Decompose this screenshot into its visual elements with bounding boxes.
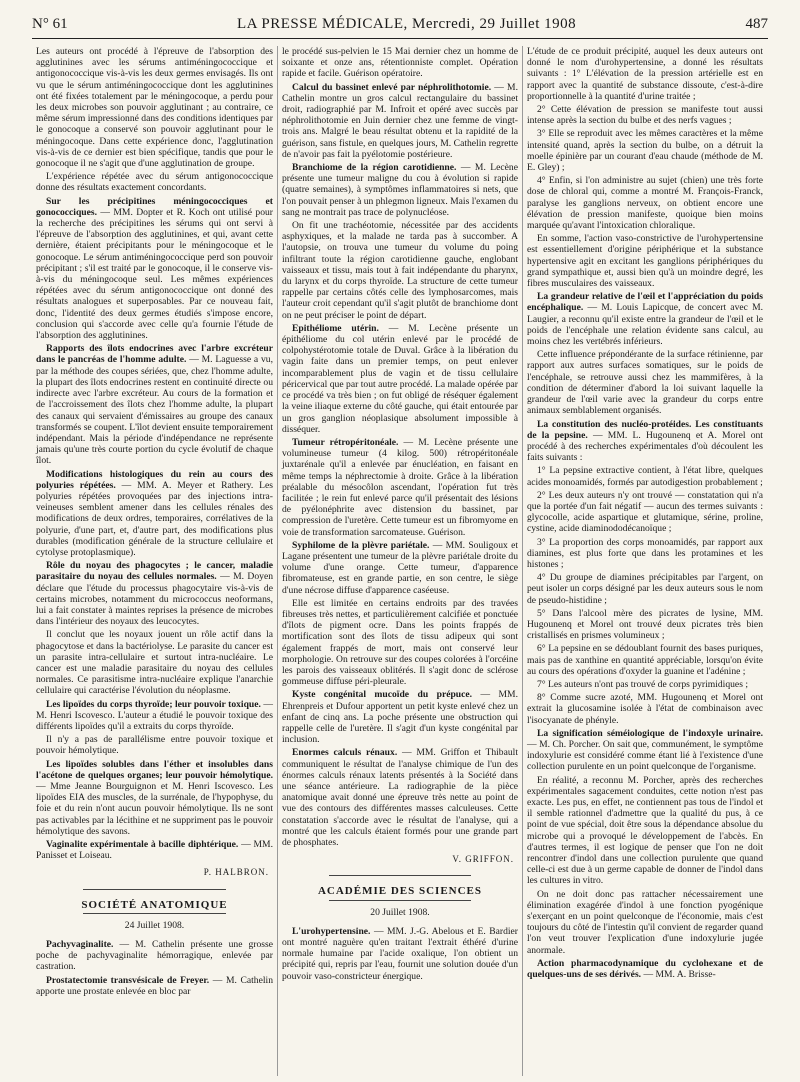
paragraph [36,171,273,193]
page-number: 487 [745,16,768,32]
paragraph [527,291,763,347]
paragraph [282,46,518,80]
paragraph [527,775,763,887]
paragraph [282,162,518,218]
paragraph-text: — M. Lecène présente une tumeur maligne du cou à évolution si rapide (quatre semaines), à symptômes inflammatoires si nets, que l'on pouvait penser à un phlegmon ligneux. Mais l'examen du sang ne montrait pas trace de polynucléose. [282,162,518,218]
paragraph-heading: Modifications histologiques du rein au cours des polyuries répétées. [36,468,273,491]
paragraph-heading: L'urohypertensine. [292,925,371,937]
paragraph-text: — MM. J.-G. Abelous et E. Bardier ont montré naguère qu'en traitant l'extrait éthéré d'urine normale humaine par l'acide oxalique, l'on obtient un précipité qui, repris par l'eau, fournit une solution douée d'un pouvoir vaso-constricteur énergique. [282,925,518,982]
paragraph [282,437,518,538]
paragraph-text: — MM. A. Meyer et Rathery. Les polyuries répétées provoquées par des injections intra-veineuses semblent amener dans les cellules rénales des modifications de deux ordres, temporaires, corrélatives de la polyurie, d'une part, et, d'autre part, des modifications plus durables (modification générale de la structure cellulaire et cytolyse protoplasmique). [36,479,273,558]
paragraph [36,939,273,973]
column-2-text [282,46,518,848]
paragraph-heading: Les lipoïdes du corps thyroïde; leur pouvoir toxique. [46,698,261,710]
signature: V. GRIFFON. [452,854,514,865]
paragraph-text: le procédé sus-pelvien le 15 Mai dernier chez un homme de soixante et onze ans, rétentionniste complet. Opération rapide et facile. Guérison opératoire. [282,46,518,80]
columns [32,46,768,1076]
paragraph [527,537,763,571]
page-header [32,16,768,39]
paragraph-text: — MM. Griffon et Thibault communiquent le résultat de l'analyse chimique de l'un des énormes calculs rénaux latents présentés à la Société dans une séance antérieure. La radiographie de la pièce anatomique avait donné une épreuve très nette au point de vue des contours des différentes masses calculeuses. Cette constatation s'accorde avec le résultat de l'analyse, qui a montré que les calculs étaient formés pour une grande part de phosphates. [282,747,518,849]
paragraph-text: — M. Cathelin montre un gros calcul rectangulaire du bassinet droit, radiographié par M. Infroit et opéré avec succès par néphrolithotomie en Juin dernier chez une femme de vingt-trois ans. Malgré le beau résultat obtenu et la rapidité de la guérison, sans fistule, en quelques jours, M. Cathelin regrette de n'avoir pas fait la pyélotomie postérieure. [282,81,518,160]
paragraph-heading: Vaginalite expérimentale à bacille diphtérique. [46,839,239,851]
paragraph [527,175,763,231]
paragraph-text: 5° Dans l'alcool mère des picrates de lysine, MM. Hugounenq et Morel ont trouvé deux picrates très bien cristallisés en prismes volumineux ; [527,607,763,642]
paragraph [527,490,763,535]
column-3 [522,46,767,1076]
divider [329,875,471,876]
paragraph [282,747,518,848]
section-date: 20 Juillet 1908. [370,906,430,918]
paragraph-heading: Sur les précipitines méningococciques et gonococciques. [36,195,273,218]
paragraph-text: 4° Du groupe de diamines précipitables par l'argent, on peut isoler un corps désigné par les deux auteurs sous le nom de pseudo-histidine ; [527,572,763,606]
paragraph [282,220,518,321]
paragraph-heading: Pachyvaginalite. [46,939,114,951]
paragraph-text: — MM. L. Hugounenq et A. Morel ont procédé à des recherches expérimentales d'où découlent les faits suivants : [527,429,763,464]
paragraph-text: Les auteurs ont procédé à l'épreuve de l'absorption des agglutinines avec les sérums antiméningococcique et antigonococcique vis-à-vis les deux germes envisagés. Ils ont vu que le sérum antiméningococcique dont les agglutinines ont été fixées totalement par le méningocoque, a perdu pour les deux microbes son pouvoir agglutinant ; au contraire, ce même sérum impressionné dans des conditions identiques par le gonocoque a conservé son pouvoir agglutinant pour le méningocoque. Dans cette expérience donc, l'agglutination vis-à-vis de ce dernier est bien spécifique, tandis que pour le gonocoque il ne s'agit que d'une agglutination de groupe. [36,46,273,170]
paragraph-heading: La constitution des nucléo-protéides. Les constituants de la pepsine. [527,418,763,441]
paragraph-heading: Syphilome de la plèvre pariétale. [292,539,430,551]
paragraph [36,734,273,756]
paragraph [36,975,273,997]
paragraph-text: — M. Cathelin apporte une prostate enlevée en bloc par [36,974,273,997]
paragraph-text: Cette influence prépondérante de la surface rétinienne, par rapport aux autres surfaces somatiques, sur le poids de l'encéphale, se retrouve aussi chez les mammifères, à la condition de déterminer d'abord la loi suivant laquelle la grandeur de l'œil varie avec la grandeur du corps entre animaux semblablement organisés. [527,349,763,417]
paragraph-text: 2° Cette élévation de pression se manifeste tout aussi intense après la section du bulbe et des nerfs vagues ; [527,104,763,127]
divider [329,900,471,901]
divider [83,913,225,914]
paragraph-heading: Tumeur rétropéritonéale. [292,436,399,448]
column-2 [277,46,522,1076]
paragraph-text: 3° La proportion des corps monoamidés, par rapport aux diamines, est plus forte que dans les protamines et les histones ; [527,536,763,570]
column-3-text [527,46,763,980]
paragraph-text: — MM. Dopter et R. Koch ont utilisé pour la recherche des précipitines les sérums qui ont servi à l'épreuve de l'absorption des agglutinines, et qui, avant cette dernière, étaient précipitants pour le méningocoque et le gonocoque. Le sérum antiméningococcique perd son pouvoir précipitant ; s'il est traité par le gonocoque, il le conserve vis-à-vis du méningocoque seul. Les mêmes expériences répétées avec du sérum antigonococcique ont donné des résultats analogues et superposables. Par ce nouveau fait, donc, l'identité des deux germes étudiés s'impose encore, conclusion qui s'accorde avec celle qu'a fournie l'étude de l'absorption des agglutinines. [36,206,273,342]
paragraph [36,839,273,861]
divider [83,889,225,890]
section-title: ACADÉMIE DES SCIENCES [317,885,483,898]
paragraph [527,572,763,606]
paragraph-text: Il conclut que les noyaux jouent un rôle actif dans la phagocytose et dans la bactériolyse. Le parasite du cancer est un parasite intra-cellulaire et surtout intra-nucléaire. Le cancer est une maladie parasitaire du noyau des cellules normales. Ce parasitisme intra-nucléaire explique l'anarchie cellulaire qui caractérise l'évolution du néoplasme. [36,629,273,697]
paragraph-text: — M. Lecène présente une volumineuse tumeur (4 kilog. 500) rétropéritonéale juxtarénale qu'il a enlevée par énucléation, en faisant en même temps la néphrectomie à droite. Grâce à la libération préalable du mésocôlon ascendant, l'opération fut très facilitée ; le rein fut enlevé parce qu'il présentait des lésions de pyélonéphrite avec distension du bassinet, par compression de l'uretère. Cette tumeur est un fibromyome en voie de transformation sarcomateuse. Guérison. [282,436,518,538]
paragraph [527,128,763,173]
paragraph [527,233,763,289]
paragraph-text: En réalité, a reconnu M. Porcher, après des recherches expérimentales sagacement conduites, cette notion n'est pas exacte. Les pus, en effet, ne contiennent pas tous de l'indol et il semble rationnel d'admettre que la qualité du pus, à ce point de vue spécial, doit être sous la dépendance absolue du microbe qui a provoqué le développement de l'abcès. En d'autres termes, il est logique de penser que l'on ne doit rencontrer d'indol dans une collection purulente que quand celle-ci est due à un germe capable de donner de l'indol dans les cultures in vitro. [527,774,763,887]
paragraph [36,759,273,837]
paragraph [282,689,518,745]
paragraph [282,540,518,596]
paragraph-heading: Prostatectomie transvésicale de Freyer. [46,974,210,986]
paragraph-text: — M. Lecène présente un épithéliome du col utérin enlevé par le procédé de colpohystérotomie totale de Duval. Grâce à la libération du vagin faite dans un premier temps, on peut enlever incomparablement plus de vagin et de tissu cellulaire péricervical que par tout autre procédé. La malade opérée par ce procédé va très bien ; on fut obligé de réséquer également la veine iliaque externe du côté gauche, qui était entourée par un gros ganglion néoplasique absolument impossible à disséquer. [282,322,518,435]
paragraph-heading: Epithéliome utérin. [292,322,379,334]
paragraph-heading: Rôle du noyau des phagocytes ; le cancer, maladie parasitaire du noyau des cellules normales. [36,560,273,583]
paragraph [527,889,763,956]
paragraph-text: Elle est limitée en certains endroits par des travées fibreuses très nettes, et particulièrement calcifiée et ponctuée d'îlots de pigment ocre. Dans les points frappés de mortification sont des îlots de tissu adipeux qui sont également frappés de mort, mais ont conservé leur morphologie. On retrouve sur des coupes colorées à l'orcéine les parois des vaisseaux oblitérés. Il s'agit donc de sclérose gommeuse diffuse péri-pleurale. [282,597,518,688]
paragraph-text: — M. Henri Iscovesco. L'auteur a étudié le pouvoir toxique des différents lipoïdes qu'il a extraits du corps thyroïde. [36,698,273,732]
paragraph-text: — MM. A. Brisse- [641,969,716,981]
paragraph [527,419,763,464]
paragraph [282,598,518,688]
paragraph [36,196,273,342]
paragraph-text: On ne doit donc pas rattacher nécessairement une élimination exagérée d'indol à une fonction pyogénique s'exerçant en un point quelconque de l'économie, mais c'est toujours du côté de l'intestin qu'il convient de regarder quand l'on veut trouver l'explication d'une indoxylurie jugée anormale. [527,888,763,956]
column-1-after-text [36,939,273,997]
paragraph-text: 7° Les auteurs n'ont pas trouvé de corps pyrimidiques ; [537,678,748,690]
paragraph [282,82,518,160]
paragraph [527,679,763,690]
paragraph-heading: Les lipoïdes solubles dans l'éther et insolubles dans l'acétone de quelques organes; leur pouvoir hémolytique. [36,758,273,781]
paragraph-text: 4° Enfin, si l'on administre au sujet (chien) une très forte dose de chloral qui, comme a montré M. François-Franck, paralyse les ganglions nerveux, on obtient encore une élévation de pression manifeste, quoique bien moins marquée qu'avant l'intoxication chloralique. [527,175,763,232]
paragraph-heading: Rapports des îlots endocrines avec l'arbre excréteur dans le pancréas de l'homme adulte. [36,343,273,366]
paragraph-text: L'expérience répétée avec du sérum antigonococcique donne des résultats exactement concordants. [36,171,273,194]
paragraph [36,560,273,627]
paragraph-text: 1° La pepsine extractive contient, à l'état libre, quelques acides monoamidés, formés par autodigestion probablement ; [527,465,763,488]
paragraph-text: En somme, l'action vaso-constrictive de l'urohypertensine est essentiellement d'origine périphérique et la substance hypertensive agit en excitant les ganglions périphériques du grand sympathique et, aussi bien qu'à un moindre degré, les fibres musculaires des vaisseaux. [527,233,763,290]
paragraph [36,629,273,696]
paragraph [36,699,273,733]
paragraph-text: — Mme Jeanne Bourguignon et M. Henri Iscovesco. Les lipoïdes EIA des muscles, de la surrénale, de l'hypophyse, du foie et du rein n'ont aucun pouvoir hémolytique. Ils ne sont pas activables par la lécithine et ne suppriment pas le pouvoir hémolytique des savons. [36,781,273,837]
signature: P. HALBRON. [203,867,269,878]
paragraph [282,323,518,435]
paragraph [527,643,763,677]
section-date: 24 Juillet 1908. [124,919,185,931]
paragraph-text: — M. Doyen déclare que l'étude du processus phagocytaire vis-à-vis de certains microbes, notamment du micrococcus neoformans, lui a fait constater à maintes reprises la présence de microbes dans l'intérieur des noyaux des leucocytes. [36,571,274,628]
paragraph-text: 2° Les deux auteurs n'y ont trouvé — constatation qui n'a que la portée d'un fait négatif — aucun des termes suivants : glycocolle, acide aspartique et glutamique, sérine, proline, cystine, acide diaminododécanoïque ; [527,489,763,535]
paragraph-heading: La signification séméiologique de l'indoxyle urinaire. [537,727,763,739]
paragraph-heading: La grandeur relative de l'œil et l'appréciation du poids encéphalique. [527,291,763,314]
paragraph [527,465,763,487]
paragraph-text: Il n'y a pas de parallélisme entre pouvoir toxique et pouvoir hémolytique. [36,734,273,757]
paragraph-heading: Enormes calculs rénaux. [292,747,398,759]
paragraph-text: 6° La pepsine en se dédoublant fournit des bases puriques, mais pas de xanthine en quantité appréciable, lorsqu'on évite au cours des opérations d'oxyder la guanine et l'adénine ; [527,643,763,677]
paragraph [527,608,763,642]
section-title: SOCIÉTÉ ANATOMIQUE [81,898,228,911]
paragraph-text: — MM. Ehrenpreis et Dufour apportent un petit kyste enlevé chez un enfant de cinq ans. La poche présente une obstruction qui rappelle celle de l'uretère. Il s'agit d'un kyste congénital par inclusion. [282,689,518,746]
paragraph [36,46,273,169]
paragraph [527,349,763,416]
paragraph-text: — M. Laguesse a vu, par la méthode des coupes sériées, que, chez l'homme adulte, la plupart des îlots endocrines restent en continuité directe ou indirecte avec l'arbre excréteur. Au cours de la formation et de l'accroissement des îlots chez l'homme adulte, la plupart des canaux qui servaient d'émissaires au groupe des canaux transformés se coupent. L'îlot devient ensuite temporairement indépendant. Mais la période d'indépendance ne représente jamais qu'une très courte portion du cycle évolutif de chaque îlot. [36,354,273,467]
paragraph-text: — M. Louis Lapicque, de concert avec M. Laugier, a reconnu qu'il existe entre la grandeur de l'œil et le poids de l'encéphale une relation évidente sans calcul, au moins chez les vertébrés inférieurs. [527,302,763,348]
paragraph [282,926,518,982]
column-2-after-text [282,926,518,982]
paragraph [527,958,763,980]
paragraph-text: 8° Comme sucre azoté, MM. Hugounenq et Morel ont extrait la glucosamine isolée à l'état de combinaison avec l'isocyanate de phényle. [527,692,763,726]
page-title: LA PRESSE MÉDICALE, Mercredi, 29 Juillet 1908 [236,16,577,32]
paragraph [527,692,763,726]
paragraph [527,46,763,102]
paragraph [527,104,763,126]
column-1 [32,46,277,1076]
paragraph-text: — M. Ch. Porcher. On sait que, communément, le symptôme indoxylurie est considéré comme étant lié à l'existence d'une collection purulente en un point quelconque de l'organisme. [527,738,763,773]
paragraph-heading: Branchiome de la région carotidienne. [292,162,457,174]
column-1-text [36,46,273,861]
paragraph-text: On fit une trachéotomie, nécessitée par des accidents asphyxiques, et la malade ne tarda pas à succomber. A l'autopsie, on trouva une tumeur du volume du poing infiltrant toute la région carotidienne gauche, englobant vaisseaux et tissu, mais tout à fait indépendante du pharynx, du larynx et du corps thyroïde. La structure de cette tumeur rappelle par certains côtés celle des lymphosarcomes, mais l'auteur croit cependant qu'il s'agit plutôt de branchiome dont on ne peut préciser le point de départ. [282,220,518,321]
paragraph-text: 3° Elle se reproduit avec les mêmes caractères et la même intensité quand, après la section du bulbe, on a détruit la moelle épinière par un courant d'eau chaude (méthode de M. E. Gley) ; [527,128,763,174]
issue-number: N° 61 [32,16,68,32]
paragraph [36,343,273,466]
paragraph-heading: Action pharmacodynamique du cyclohexane et de quelques-uns de ses dérivés. [527,957,763,981]
paragraph-text: — M. Cathelin présente une grosse poche de pachyvaginalite hémorragique, enlevée par castration. [36,939,273,973]
paragraph-text: — MM. Souligoux et Lagane présentent une tumeur de la plèvre pariétale droite du volume d'une orange. Cette tumeur, d'apparence fibromateuse, est en grande partie, en son centre, le siège d'une nécrose diffuse d'apparence caséeuse. [282,539,518,596]
paragraph-text: L'étude de ce produit précipité, auquel les deux auteurs ont donné le nom d'urohypertensine, a donné les résultats suivants : 1° L'élévation de la pression artérielle est en rapport avec la quantité de substance dissoute, c'est-à-dire proportionnelle à la quantité d'urine traitée ; [527,46,763,102]
paragraph [36,469,273,559]
paragraph-heading: Kyste congénital mucoïde du prépuce. [292,689,473,701]
paragraph-text: — MM. Panisset et Loiseau. [36,839,273,862]
paragraph [527,728,763,773]
paragraph-heading: Calcul du bassinet enlevé par néphrolithotomie. [292,81,492,93]
